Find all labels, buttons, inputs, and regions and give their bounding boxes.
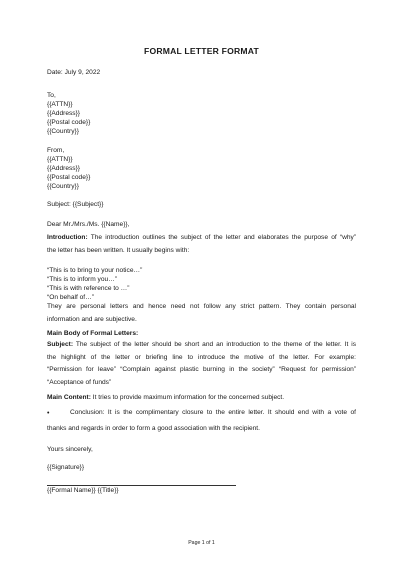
to-address: {{Address}} xyxy=(47,110,80,117)
conclusion-paragraph xyxy=(70,407,356,420)
conclusion-text-2: thanks and regards in order to form a good association with the recipient. xyxy=(47,425,260,432)
subject-para-label: Subject: xyxy=(47,341,74,348)
from-attn: {{ATTN}} xyxy=(47,156,73,163)
closing: Yours sincerely, xyxy=(47,446,93,453)
quote-item: “On behalf of…” xyxy=(47,294,94,301)
signature-line xyxy=(47,485,236,486)
introduction-paragraph xyxy=(47,232,356,257)
subject-paragraph xyxy=(47,339,356,389)
quote-item: “This is with reference to …” xyxy=(47,285,130,292)
to-attn: {{ATTN}} xyxy=(47,101,73,108)
bullet-icon: • xyxy=(47,410,50,417)
personal-note-text-1: They are personal letters and hence need not follow any strict pattern. They contain personal xyxy=(47,303,356,310)
from-address: {{Address}} xyxy=(47,165,80,172)
quote-item: “This is to inform you…” xyxy=(47,276,117,283)
page-title: FORMAL LETTER FORMAT xyxy=(144,46,259,56)
main-body-heading: Main Body of Formal Letters: xyxy=(47,330,139,337)
conclusion-text-1: Conclusion: It is the complimentary closure to the entire letter. It should end with a vote of xyxy=(70,409,356,416)
subject-para-text-3: “Permission for leave” “Complain against plastic burning in the society” “Request for permission” xyxy=(47,366,356,373)
to-label: To, xyxy=(47,92,56,99)
from-country: {{Country}} xyxy=(47,183,79,190)
main-content-line xyxy=(47,394,284,402)
personal-note-paragraph xyxy=(47,301,356,326)
subject-line: Subject: {{Subject}} xyxy=(47,201,104,208)
page-footer: Page 1 of 1 xyxy=(188,540,215,546)
main-content-label: Main Content: xyxy=(47,394,91,401)
introduction-text-1: The introduction outlines the subject of the letter and elaborates the purpose of “why” xyxy=(87,234,356,241)
introduction-label: Introduction: xyxy=(47,234,88,241)
salutation: Dear Mr./Mrs./Ms. {{Name}}, xyxy=(47,221,130,228)
main-content-text: It tries to provide maximum information for the concerned subject. xyxy=(90,394,285,401)
quote-item: “This is to bring to your notice…” xyxy=(47,267,143,274)
from-postal-code: {{Postal code}} xyxy=(47,174,91,181)
date-line: Date: July 9, 2022 xyxy=(47,69,101,76)
to-postal-code: {{Postal code}} xyxy=(47,119,91,126)
name-title: {{Formal Name}} {{Title}} xyxy=(47,487,119,494)
signature-placeholder: {{Signature}} xyxy=(47,464,85,471)
to-country: {{Country}} xyxy=(47,128,79,135)
personal-note-text-2: information and are subjective. xyxy=(47,315,137,323)
subject-para-text-1: The subject of the letter should be short and an introduction to the theme of the letter. It is xyxy=(73,341,356,348)
from-label: From, xyxy=(47,147,65,154)
subject-para-text-2: the highlight of the letter or briefing line to introduce the motive of the letter. For example: xyxy=(47,353,356,361)
introduction-text-2: the letter has been written. It usually begins with: xyxy=(47,246,190,254)
subject-para-text-4: “Acceptance of funds” xyxy=(47,378,112,386)
